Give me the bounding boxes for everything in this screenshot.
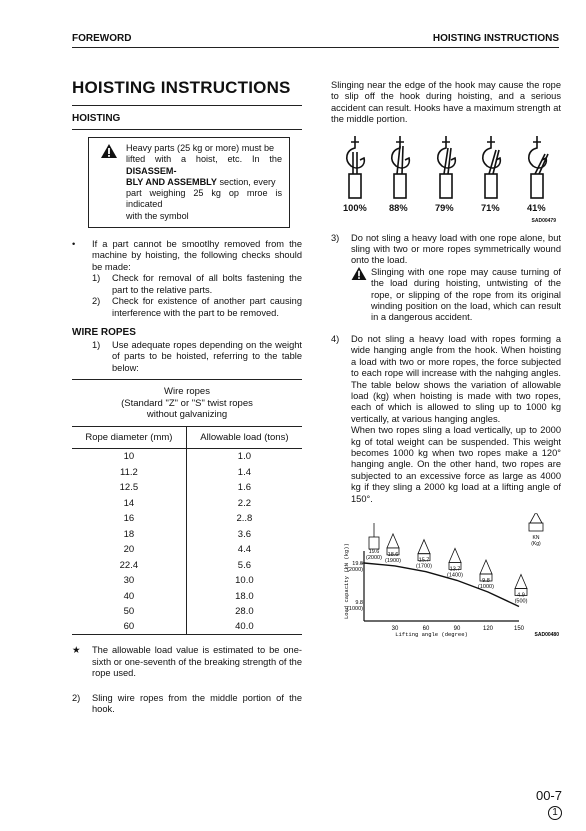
bullet-item: • If a part cannot be smootlhy removed from the machine by hoisting, the following checks should be made: 1) Check for removal of all bolts fastening the part to the relative parts. 2) Check for existence of another part causing interference with the part to be removed.	[72, 239, 302, 318]
allowable-load-cell: 40.0	[235, 621, 254, 633]
rope-diameter-cell: 10	[72, 449, 186, 465]
figure-code: SAD00479	[531, 217, 556, 224]
hook-figure	[331, 132, 561, 227]
table-row	[72, 495, 302, 511]
rope-diameter-cell: 18	[72, 526, 186, 542]
allowable-load-cell: 1.6	[237, 482, 251, 494]
y-axis-label: Load capacity (kN (kg))	[343, 543, 350, 619]
hooks-illustration	[331, 132, 561, 202]
rope-diameter-cell: 14	[72, 495, 186, 511]
x-tick-label: 60	[422, 625, 430, 632]
title-rule	[72, 105, 302, 106]
hook-icon	[438, 136, 456, 198]
rope-diameter-cell: 16	[72, 511, 186, 527]
y-tick-label: 19.6	[352, 560, 363, 567]
table-row	[72, 464, 302, 480]
table-row	[72, 511, 302, 527]
data-label: 18.6	[387, 551, 399, 558]
table-row	[72, 449, 302, 465]
rope-diameter-cell: 20	[72, 542, 186, 558]
load-chart	[331, 513, 561, 648]
rope-diameter-cell: 11.2	[72, 464, 186, 480]
y-tick-label: (2000)	[347, 566, 363, 573]
hoisting-heading: HOISTING	[72, 113, 121, 124]
warning-line-4: part weighing 25 kg op mroe is indicated	[126, 188, 282, 210]
sling-icon	[480, 560, 492, 574]
data-label: 15.7	[418, 557, 430, 564]
hook-percent: 100%	[343, 202, 367, 213]
data-label: (500)	[514, 598, 528, 605]
rope-diameter-cell: 12.5	[72, 480, 186, 496]
table-row	[72, 588, 302, 604]
allowable-load-cell: 4.4	[237, 544, 251, 556]
data-label: (1400)	[447, 572, 463, 579]
hook-icon	[483, 136, 501, 198]
left-column	[72, 78, 302, 715]
x-tick-label: 90	[453, 625, 461, 632]
header-section: FOREWORD	[72, 33, 132, 44]
allowable-load-cell: 28.0	[235, 606, 254, 618]
figure-code: SAD00480	[534, 631, 559, 638]
allowable-load-cell: 10.0	[235, 575, 254, 587]
table-row	[72, 619, 302, 635]
load-icon	[369, 537, 379, 549]
sling-icon	[387, 534, 399, 548]
warning-icon	[351, 267, 367, 280]
check-item-1: 1) Check for removal of all bolts fastening the part to the relative parts.	[92, 273, 302, 295]
warning-line-3: BLY AND ASSEMBLY section, every	[126, 176, 276, 187]
sling-item-2: 2) Sling wire ropes from the middle portion of the hook.	[72, 692, 302, 714]
allowable-load-cell: 1.4	[237, 466, 251, 478]
hook-intro: Slinging near the edge of the hook may cause the rope to slip off the hook during hoisting, and a serious accident can result. Hooks have a maximum strength at the middle portion.	[331, 80, 561, 125]
allowable-load-cell: 2..8	[236, 513, 253, 525]
wire-ropes-heading: WIRE ROPES	[72, 326, 136, 338]
col-allowable-load: Allowable load (tons)	[200, 432, 289, 444]
right-column	[331, 80, 561, 648]
table-header-row	[72, 427, 302, 449]
allowable-load-cell: 3.6	[237, 528, 251, 540]
rope-table	[72, 379, 302, 635]
data-label: 19.6	[368, 548, 380, 555]
table-row	[72, 480, 302, 496]
warning-box	[88, 137, 290, 228]
hook-icon	[529, 136, 548, 198]
data-label: 4.9	[517, 592, 525, 599]
item-4: 4) Do not sling a heavy load with ropes forming a wide hanging angle from the hook. When hoisting a load with two or more ropes, the force subjected to each rope will increase with the nahging angles. The table below shows the variation of allowable load (kg) when hoisting is made with two ropes, each of which is allowed to sling up to 1000 kg vertically, at various hanging angles. When two ropes sling a load vertically, up to 2000 kg of total weight can be suspended. This weight becomes 1000 kg when two ropes make a 120° hanging angle. On the other hand, two ropes are subjected to an excessive force as large as 4000 kg if they sling a 2000 kg load at a lifting angle of 150°.	[331, 333, 561, 504]
rope-diameter-cell: 30	[72, 573, 186, 589]
allowable-load-cell: 18.0	[235, 590, 254, 602]
bullet-text: If a part cannot be smootlhy removed from the machine by hoisting, the following checks should be made:	[92, 239, 302, 272]
rope-diameter-cell: 60	[72, 619, 186, 635]
data-label: (1700)	[416, 563, 432, 570]
col-rope-diameter: Rope diameter (mm)	[72, 427, 186, 449]
x-tick-label: 120	[482, 625, 494, 632]
data-label: 9.8	[482, 577, 490, 584]
rope-diameter-cell: 40	[72, 588, 186, 604]
heading-rule	[72, 129, 302, 130]
header-title: HOISTING INSTRUCTIONS	[432, 33, 559, 44]
hook-percent: 79%	[435, 202, 454, 213]
sling-icon	[530, 513, 542, 523]
warning-line-5: with the symbol	[126, 210, 189, 221]
hook-icon	[347, 136, 365, 198]
allowable-load-cell: 1.0	[237, 451, 251, 463]
sling-icon	[515, 574, 527, 588]
table-row	[72, 604, 302, 620]
rope-diameter-cell: 50	[72, 604, 186, 620]
check-item-2: 2) Check for existence of another part causing interference with the part to be removed.	[92, 296, 302, 318]
warning-icon	[101, 144, 117, 158]
hook-percent: 88%	[389, 202, 408, 213]
wire-item-1: 1) Use adequate ropes depending on the weight of parts to be hoisted, referring to the table below:	[92, 339, 302, 373]
data-label: 13.7	[449, 566, 461, 573]
page-title: HOISTING INSTRUCTIONS	[72, 78, 291, 97]
unit-label: (Kg)	[531, 540, 541, 547]
table-row	[72, 557, 302, 573]
revision-mark: 1	[548, 806, 562, 820]
hook-icon	[392, 136, 410, 198]
data-label: (2000)	[366, 554, 382, 561]
x-axis-label: Lifting angle (degree)	[395, 630, 468, 638]
table-caption: Wire ropes (Standard "Z" or "S" twist ropes without galvanizing	[72, 379, 302, 426]
load-icon	[529, 523, 543, 531]
table-row	[72, 542, 302, 558]
load-chart-svg	[331, 513, 561, 648]
hook-percent: 41%	[527, 202, 546, 213]
item-3-warning: Slinging with one rope may cause turning of the load during hoisting, untwisting of the rope, or slipping of the rope from its original winding position on the load, which can result in a dangerous accident.	[351, 267, 561, 324]
data-label: (1000)	[478, 583, 494, 590]
allowable-load-cell: 2.2	[237, 497, 251, 509]
load-curve	[364, 563, 519, 607]
star-note: ★ The allowable load value is estimated to be one-sixth or one-seventh of the breaking strength of the rope used.	[72, 645, 302, 679]
page-number: 00-7	[535, 788, 562, 803]
table-row	[72, 526, 302, 542]
x-tick-label: 150	[513, 625, 525, 632]
sling-icon	[418, 540, 430, 554]
y-tick-label: (1000)	[347, 605, 363, 612]
y-tick-label: 9.8	[355, 599, 363, 606]
warning-line-1: Heavy parts (25 kg or more) must be	[126, 143, 275, 153]
item-3: 3) Do not sling a heavy load with one rope alone, but sling with two or more ropes symmetrically wound onto the load. Slinging with one rope may cause turning of the load during hoisting, untwisting of the rope, or slipping of the rope from its original winding position on the load, which can result in a dangerous accident.	[331, 232, 561, 323]
allowable-load-cell: 5.6	[237, 559, 251, 571]
x-tick-label: 30	[391, 625, 399, 632]
page-footer	[536, 788, 562, 820]
data-label: (1900)	[385, 557, 401, 564]
page-header	[72, 31, 559, 48]
unit-label: KN	[532, 534, 540, 541]
hook-percent: 71%	[481, 202, 500, 213]
table-row	[72, 573, 302, 589]
sling-icon	[449, 548, 461, 562]
warning-line-2: lifted with a hoist, etc. In the DISASSEM-	[126, 154, 282, 176]
rope-diameter-cell: 22.4	[72, 557, 186, 573]
